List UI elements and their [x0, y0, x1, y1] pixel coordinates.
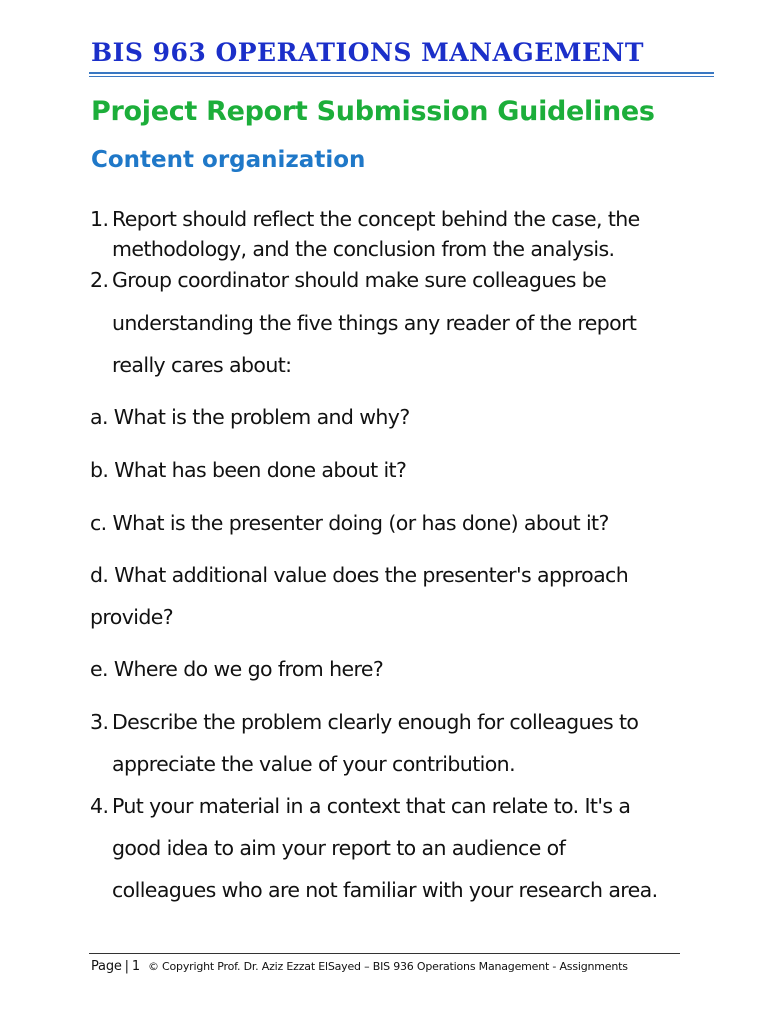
- header-rule-thin: [89, 76, 714, 77]
- sub-item-a: a. What is the problem and why?: [90, 405, 410, 429]
- list-number-4: 4.: [90, 794, 109, 818]
- list-number-2: 2.: [90, 268, 109, 292]
- footer-text: [91, 959, 628, 974]
- item2-line2: understanding the five things any reader of the report: [112, 311, 637, 335]
- sub-item-d-line1: d. What additional value does the presenter's approach: [90, 563, 629, 587]
- footer-page-number: 1: [131, 959, 140, 974]
- item4-line3: colleagues who are not familiar with your research area.: [112, 878, 658, 902]
- list-number-3: 3.: [90, 710, 109, 734]
- footer-separator: |: [124, 959, 129, 974]
- sub-item-d-line2: provide?: [90, 605, 174, 629]
- sub-item-c: c. What is the presenter doing (or has done) about it?: [90, 511, 609, 535]
- item1-line1: Report should reflect the concept behind the case, the: [112, 207, 640, 231]
- footer-copyright: © Copyright Prof. Dr. Aziz Ezzat ElSayed – BIS 936 Operations Management - Assignments: [147, 960, 628, 973]
- section-heading: Content organization: [91, 147, 366, 173]
- header-rule-thick: [89, 72, 714, 74]
- course-title: BIS 963 OPERATIONS MANAGEMENT: [91, 38, 645, 67]
- document-title: Project Report Submission Guidelines: [91, 96, 655, 127]
- list-number-1: 1.: [90, 207, 109, 231]
- footer-page-label: Page: [91, 959, 122, 974]
- item2-line1: Group coordinator should make sure colleagues be: [112, 268, 607, 292]
- item1-line2: methodology, and the conclusion from the analysis.: [112, 237, 615, 261]
- item2-line3: really cares about:: [112, 353, 292, 377]
- sub-item-b: b. What has been done about it?: [90, 458, 407, 482]
- item4-line2: good idea to aim your report to an audience of: [112, 836, 566, 860]
- footer-rule: [89, 953, 680, 954]
- item3-line2: appreciate the value of your contribution.: [112, 752, 515, 776]
- sub-item-e: e. Where do we go from here?: [90, 657, 384, 681]
- item4-line1: Put your material in a context that can relate to. It's a: [112, 794, 631, 818]
- item3-line1: Describe the problem clearly enough for colleagues to: [112, 710, 639, 734]
